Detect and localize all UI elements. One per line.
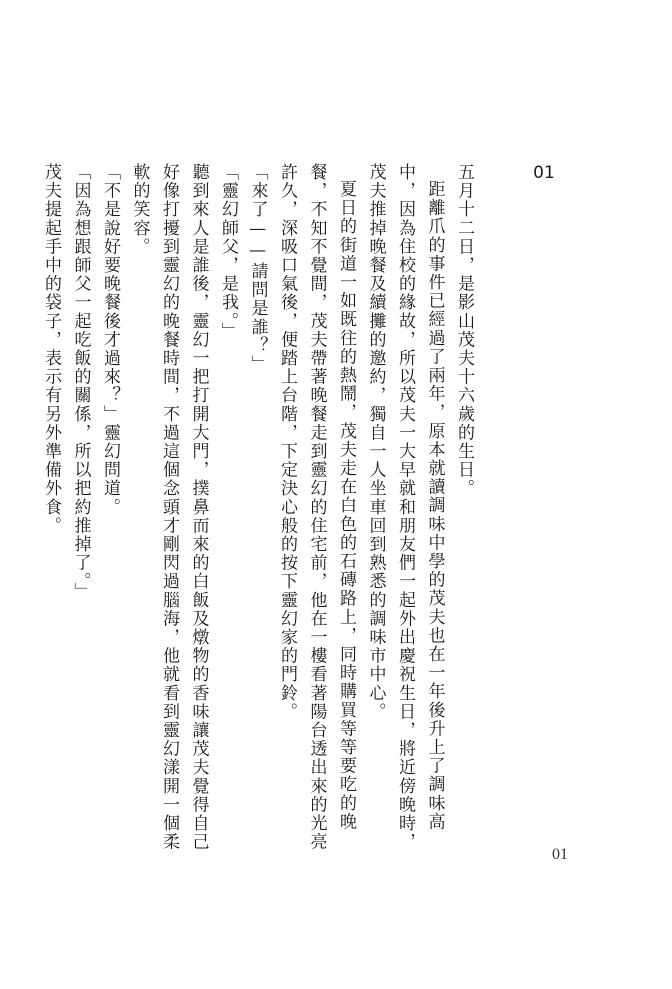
- page-number: 01: [552, 846, 568, 863]
- dialogue-mob-reply: 「靈幻師父，是我。」: [218, 163, 238, 341]
- paragraph-background: 距離爪的事件已經過了兩年，原本就讀調味中學的茂夫也在一年後升上了調味高中，因為住校的緣故，所以茂夫一大早就和朋友們一起外出慶祝生日，將近傍晚時，茂夫推掉晚餐及續攤的邀約，獨自一人坐車回到熟悉的調味市中心。: [365, 163, 445, 852]
- paragraph-door-opens: 聽到來人是誰後，靈幻一把打開大門，撲鼻而來的白飯及燉物的香味讓茂夫覺得自己好像打擾到靈幻的晚餐時間，不過這個念頭才剛閃過腦海，他就看到靈幻漾開一個柔軟的笑容。: [129, 163, 209, 852]
- dialogue-reigen-answer: 「來了——請問是誰？」: [247, 163, 268, 374]
- paragraph-bag: 茂夫提起手中的袋子，表示有另外準備外食。: [41, 163, 61, 535]
- vertical-body-text: [36, 163, 479, 863]
- dialogue-reigen-question: 「不是說好要晚餐後才過來？」靈幻問道。: [100, 163, 120, 517]
- chapter-heading: 01: [533, 163, 555, 183]
- dialogue-mob-explains: 「因為想跟師父一起吃飯的關係，所以把約推掉了。」: [70, 163, 91, 601]
- paragraph-street: 夏日的街道一如既往的熱鬧，茂夫走在白色的石磚路上，同時購買等等要吃的晚餐，不知不覺間，茂夫帶著晚餐走到靈幻的住宅前，他在一樓看著陽台透出來的光亮許久，深吸口氣後，便踏上台階，下定決心般的按下靈幻家的門鈴。: [277, 163, 356, 852]
- paragraph-birthday: 五月十二日，是影山茂夫十六歲的生日。: [454, 163, 474, 498]
